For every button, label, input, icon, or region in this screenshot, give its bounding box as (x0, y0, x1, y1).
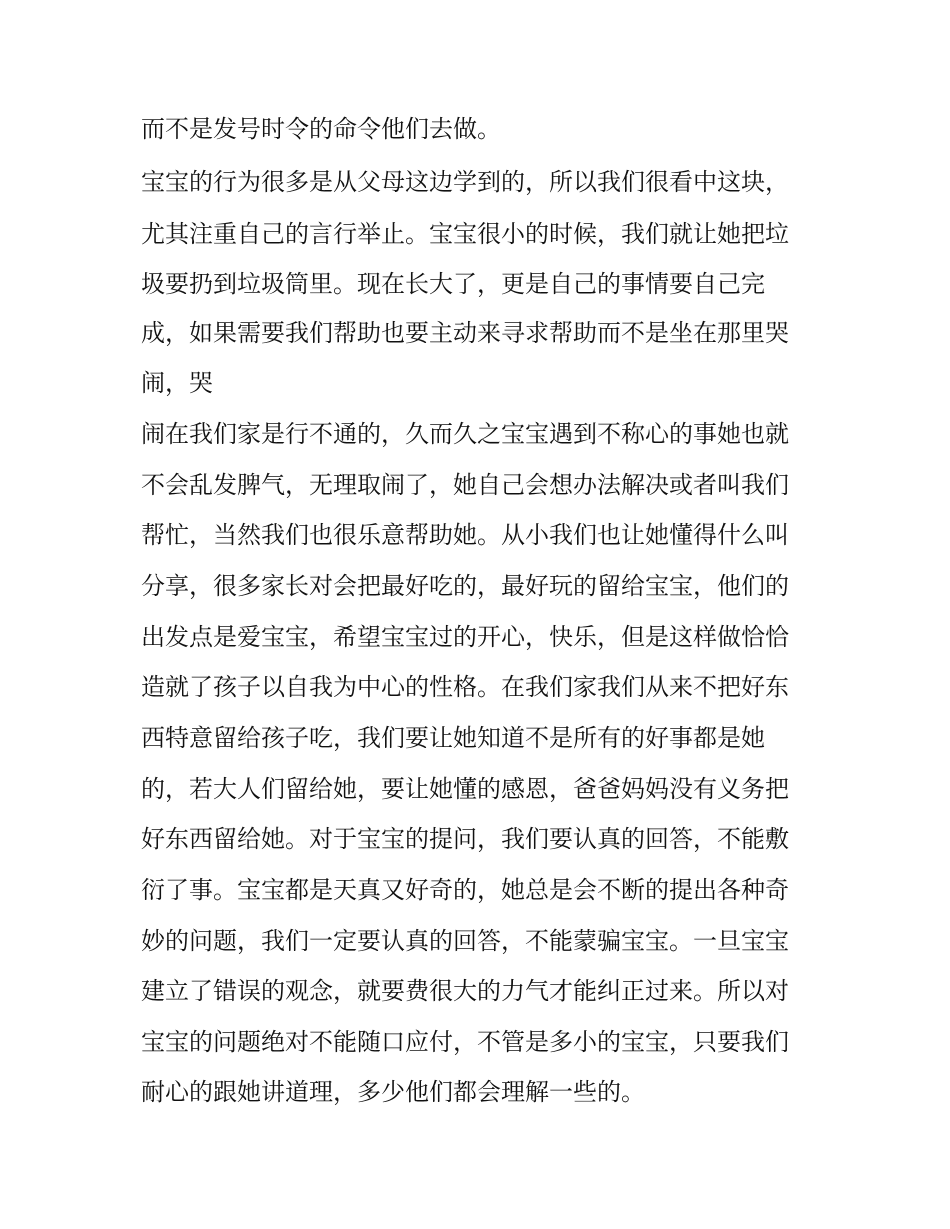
text-line: 妙的问题，我们一定要认真的回答，不能蒙骗宝宝。一旦宝宝 (141, 927, 789, 955)
text-line: 分享，很多家长对会把最好吃的，最好玩的留给宝宝，他们的 (141, 572, 789, 600)
text-line: 闹在我们家是行不通的，久而久之宝宝遇到不称心的事她也就 (141, 420, 789, 448)
text-line: 而不是发号时令的命令他们去做。 (141, 115, 501, 143)
text-line: 闹，哭 (141, 369, 213, 397)
text-line: 出发点是爱宝宝，希望宝宝过的开心，快乐，但是这样做恰恰 (141, 623, 789, 651)
text-line: 不会乱发脾气，无理取闹了，她自己会想办法解决或者叫我们 (141, 471, 789, 499)
text-line: 成，如果需要我们帮助也要主动来寻求帮助而不是坐在那里哭 (141, 319, 789, 347)
text-line: 衍了事。宝宝都是天真又好奇的，她总是会不断的提出各种奇 (141, 876, 789, 904)
text-line: 耐心的跟她讲道理，多少他们都会理解一些的。 (141, 1078, 645, 1106)
text-line: 宝宝的问题绝对不能随口应付，不管是多小的宝宝，只要我们 (141, 1028, 789, 1056)
text-line: 宝宝的行为很多是从父母这边学到的，所以我们很看中这块， (141, 168, 789, 196)
text-line: 造就了孩子以自我为中心的性格。在我们家我们从来不把好东 (141, 673, 789, 701)
text-line: 尤其注重自己的言行举止。宝宝很小的时候，我们就让她把垃 (141, 220, 789, 248)
text-line: 圾要扔到垃圾筒里。现在长大了，更是自己的事情要自己完 (141, 270, 765, 298)
text-line: 西特意留给孩子吃，我们要让她知道不是所有的好事都是她 (141, 724, 765, 752)
text-line: 建立了错误的观念，就要费很大的力气才能纠正过来。所以对 (141, 977, 789, 1005)
text-line: 的，若大人们留给她，要让她懂的感恩，爸爸妈妈没有义务把 (141, 775, 789, 803)
text-line: 好东西留给她。对于宝宝的提问，我们要认真的回答，不能敷 (141, 825, 789, 853)
text-line: 帮忙，当然我们也很乐意帮助她。从小我们也让她懂得什么叫 (141, 521, 789, 549)
